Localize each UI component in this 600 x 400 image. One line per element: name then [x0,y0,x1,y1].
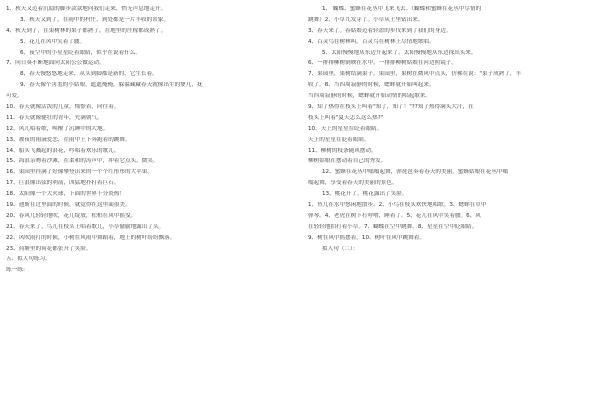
text-line: 当四周寂静的时候，蟋蟀就开始动情的唱起歌来。 [308,93,432,100]
text-line: 1、秋天又迈着沉稳的脚步款款地向我们走来，悄无声息地走开。 [6,6,167,12]
text-line: 17、巨浪像出弦的利箭，凶猛地扑打着巨石。 [6,180,120,187]
text-line: 16、果园里挂满了好像攀登出来的一个个红彤彤的大苹果。 [6,169,153,176]
text-line: 8、春天慢悠悠地走来，从头到脚都是新的，它生长着。 [20,71,158,78]
text-line: 21、春天来了，鸟儿在枝头上唱着歌儿，小草偷偷地露出了头。 [6,223,165,230]
text-line: 13、被夜的雨滴爱恋，在雨中上下奔跑着的跳舞。 [6,136,131,143]
text-line: 12、风儿唱着歌，唤醒了沉睡中的大地。 [6,125,109,132]
text-line: 7、向日葵不断地面向太阳公公做运动。 [6,60,105,67]
text-line: 收了。8、当四周寂静的时候，蟋蟀就开始叫起来。 [308,82,435,89]
text-line: 13、桃花开了。桃花露出了笑脸。 [322,191,408,198]
text-line: 9、知了热得在枝头上叫着"知了，知了！"??知了热得满头大汗，在 [308,104,474,111]
text-line: 6、夜空中的小星星眨着眼睛，似乎在说着什么。 [20,49,142,56]
text-line: 10、春天就像活泼的儿童，憧憬着，向往着。 [6,104,120,111]
text-line: 弹琴。4、老虎在树下打呼噜，睡着了。5、花儿在风中笑着腰。6、风 [308,212,481,219]
text-line: 15、海浪亲吻着沙滩，在柔和的涛声中，冲着它点头，微笑。 [6,158,159,165]
text-line: 10、天上的星星在眨着眼睛。 [308,125,383,132]
text-line: 五、拟人句练习。 [6,256,51,263]
text-line: 天上的星星在眨着眼睛。 [308,136,370,143]
text-line: 9、树在风中摇摆着。10、树叶在风中跳舞着。 [308,234,425,241]
text-line: 22、风吹雨打的时候，小树在风雨中舞蹈着，地上的树叶纷纷飘落。 [6,234,176,241]
text-line: 14、船头飞溅起的浪花，吟唱着欢乐的歌儿。 [6,147,120,154]
text-line: 1、 蝴蝶、蜜蜂在花丛中飞来飞去。（蝴蝶和蜜蜂在花丛中尽情的 [322,6,482,12]
text-line: 1、鱼儿在水中悠闲地散步。2、小鸟在枝头欢快地唱歌。3、蟋蟀在草中 [308,202,487,209]
text-line: 5、花儿在风中笑着了腰。 [20,38,86,45]
text-line: 在轻轻地拍打着小草。7、蝴蝶在空中跳舞。8、星星在空中眨眼睛。 [308,223,478,230]
text-line: 3、春天来了。春姑娘迈着轻盈的步伐来到了我们的身边。 [308,27,452,34]
text-line: 柳树姑娘在摆动着自己的秀发。 [308,158,387,165]
text-line: 可爱。 [6,93,23,100]
text-line: 11、柳树的枝条随风摆动。 [308,147,377,154]
left-column [6,6,298,278]
text-line: 跳舞）2、小草儿发芽了。小草从土里钻出来。 [308,16,424,23]
text-line: 3、秋天又到了，在雨中的村庄，到处都是一片丰收的景象。 [20,16,169,23]
text-line: 12、蜜蜂在花丛中嗡嗡起舞，弹琵琶奏着春天的美丽。蜜蜂姑娘在花丛中嗡 [322,169,509,176]
text-line: 20、春风儿轻轻地吹，花儿绽放，松柏在风中摇曳。 [6,212,137,219]
text-line: 18、太阳像一个大火球，下面的世界十分炎热！ [6,191,125,198]
text-line: 9、春天像个害羞的小姑娘，遮遮掩掩，躲躲藏藏春天就像出生的婴儿，抚 [20,82,203,89]
text-line: 19、迪斯在过里面的时候，就觉得在这里面很美。 [6,202,131,209]
text-line: 拟人句（二）： [322,245,359,252]
text-line: 23、荷塘里的荷花都张开了笑脸。 [6,245,92,252]
text-line: 6、一排排柳树倒映在水中。一排排柳树姑娘在河边照镜子。 [308,60,457,67]
text-line: 枝头上叫着"夏天怎么这么热?" [308,114,384,121]
text-line: 4、秋天到了，在果树林的果子都熟了，在地里的庄稼都成熟了。 [6,27,167,34]
text-line: 11、春天就像健壮的青年，充满朝气。 [6,114,103,121]
text-line: 7、果园里，果树结满果子。果园里，果树在微风中点头，仿佛在说："果子成熟了，丰 [308,71,522,78]
right-column [308,6,596,256]
text-line: 5、太阳慢慢地从东边升起来了。太阳慢慢地从东边探出头来。 [322,49,477,56]
text-line: 4、百灵鸟在树林叫。百灵鸟在树林上尽情地歌唱。 [308,38,435,45]
text-line: 嗡起舞，享受着春天的美丽的景色。 [308,180,398,187]
text-line: 练一练： [6,267,29,274]
